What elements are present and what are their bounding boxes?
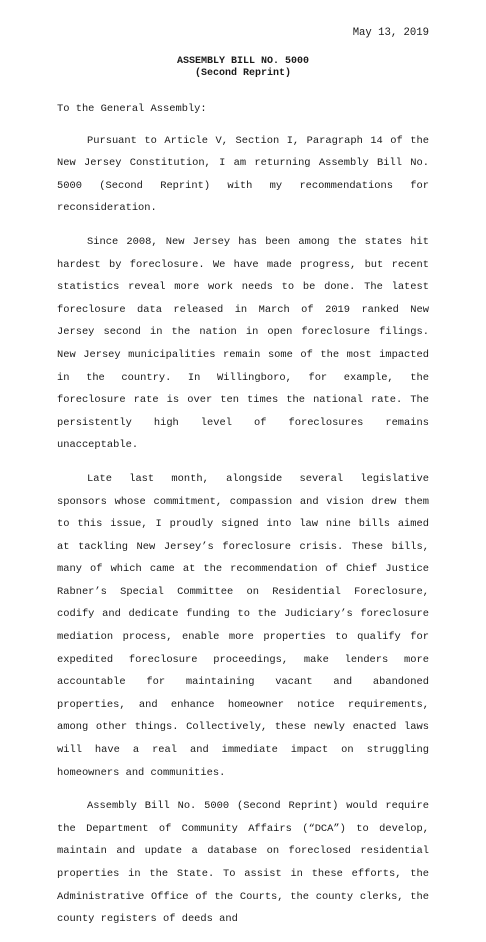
document-heading bbox=[0, 56, 486, 80]
document-title: ASSEMBLY BILL NO. 5000 bbox=[176, 56, 310, 67]
paragraph-2: Since 2008, New Jersey has been among the states hit hardest by foreclosure. We have made progress, but recent statistics reveal more work needs to be done. The latest foreclosure data released in March of 2019 ranked New Jersey second in the nation in open foreclosure filings. New Jersey municipalities remain some of the most impacted in the country. In Willingboro, for example, the foreclosure rate is over ten times the national rate. The persistently high level of foreclosures remains unacceptable. bbox=[57, 235, 429, 452]
paragraph-1: Pursuant to Article V, Section I, Paragraph 14 of the New Jersey Constitution, I am returning Assembly Bill No. 5000 (Second Reprint) with my recommendations for reconsideration. bbox=[57, 134, 429, 215]
document-date: May 13, 2019 bbox=[352, 27, 429, 39]
document-subtitle: (Second Reprint) bbox=[194, 68, 291, 79]
paragraph-3: Late last month, alongside several legislative sponsors whose commitment, compassion and vision drew them to this issue, I proudly signed into law nine bills aimed at tackling New Jersey’s foreclosure crisis. These bills, many of which came at the recommendation of Chief Justice Rabner’s Special Committee on Residential Foreclosure, codify and dedicate funding to the Judiciary’s foreclosure mediation process, enable more properties to qualify for expedited foreclosure proceedings, make lenders more accountable for maintaining vacant and abandoned properties, and enhance homeowner notice requirements, among other things. Collectively, these newly enacted laws will have a real and immediate impact on struggling homeowners and communities. bbox=[57, 472, 429, 779]
paragraph-4: Assembly Bill No. 5000 (Second Reprint) would require the Department of Community Affairs (“DCA”) to develop, maintain and update a database on foreclosed residential properties in the State. To assist in these efforts, the Administrative Office of the Courts, the county clerks, the county registers of deeds and bbox=[57, 800, 429, 926]
salutation: To the General Assembly: bbox=[57, 103, 207, 115]
document-body bbox=[57, 98, 429, 942]
